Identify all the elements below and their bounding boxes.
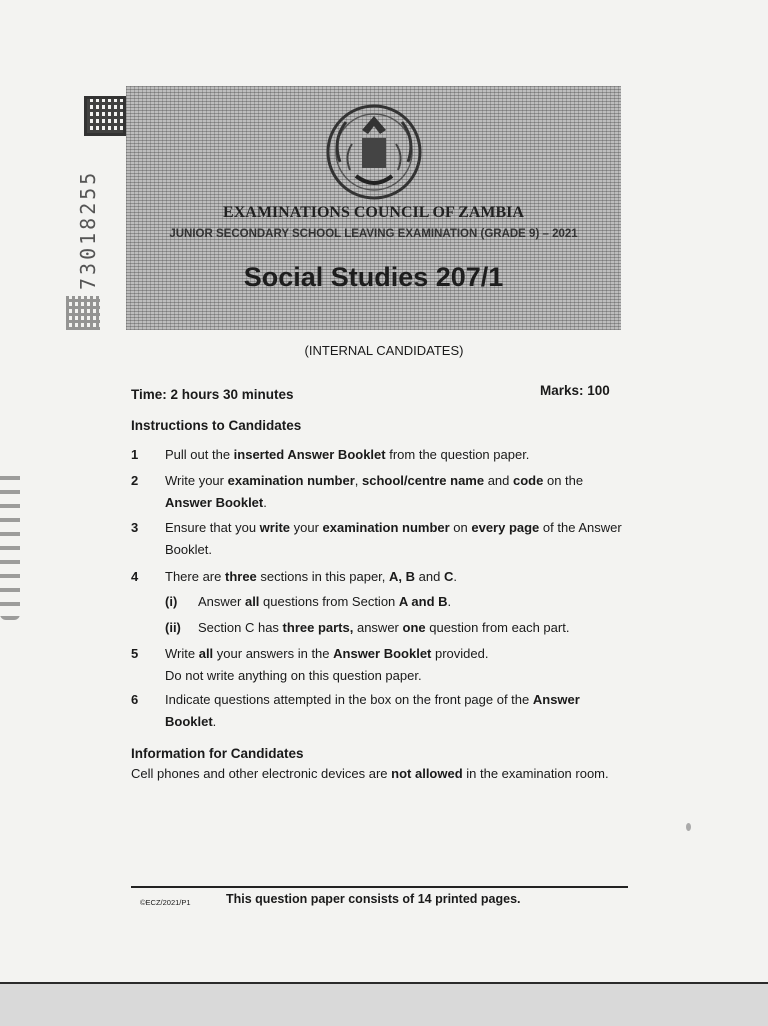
total-marks: Marks: 100 xyxy=(540,383,610,398)
instructions-heading: Instructions to Candidates xyxy=(131,418,302,433)
exam-header xyxy=(126,86,621,330)
copyright-code: ©ECZ/2021/P1 xyxy=(140,898,191,907)
paper-speck xyxy=(686,823,691,831)
qr-code xyxy=(84,96,126,136)
subject-title: Social Studies 207/1 xyxy=(243,262,504,292)
coat-of-arms-icon xyxy=(322,100,426,204)
footer-divider xyxy=(131,886,628,888)
page-edge xyxy=(0,982,768,1026)
exam-title: JUNIOR SECONDARY SCHOOL LEAVING EXAMINATION (GRADE 9) – 2021 xyxy=(169,228,578,240)
candidate-type: (INTERNAL CANDIDATES) xyxy=(304,343,464,358)
qr-code-small xyxy=(66,296,100,330)
page-count-note: This question paper consists of 14 printed pages. xyxy=(226,892,521,906)
time-allowed: Time: 2 hours 30 minutes xyxy=(131,387,294,402)
decorative-border xyxy=(0,470,20,620)
information-heading: Information for Candidates xyxy=(131,746,304,761)
serial-number: 73018255 xyxy=(76,169,100,290)
information-text: Cell phones and other electronic devices are not allowed in the examination room. xyxy=(131,766,609,781)
council-name: EXAMINATIONS COUNCIL OF ZAMBIA xyxy=(223,204,524,221)
